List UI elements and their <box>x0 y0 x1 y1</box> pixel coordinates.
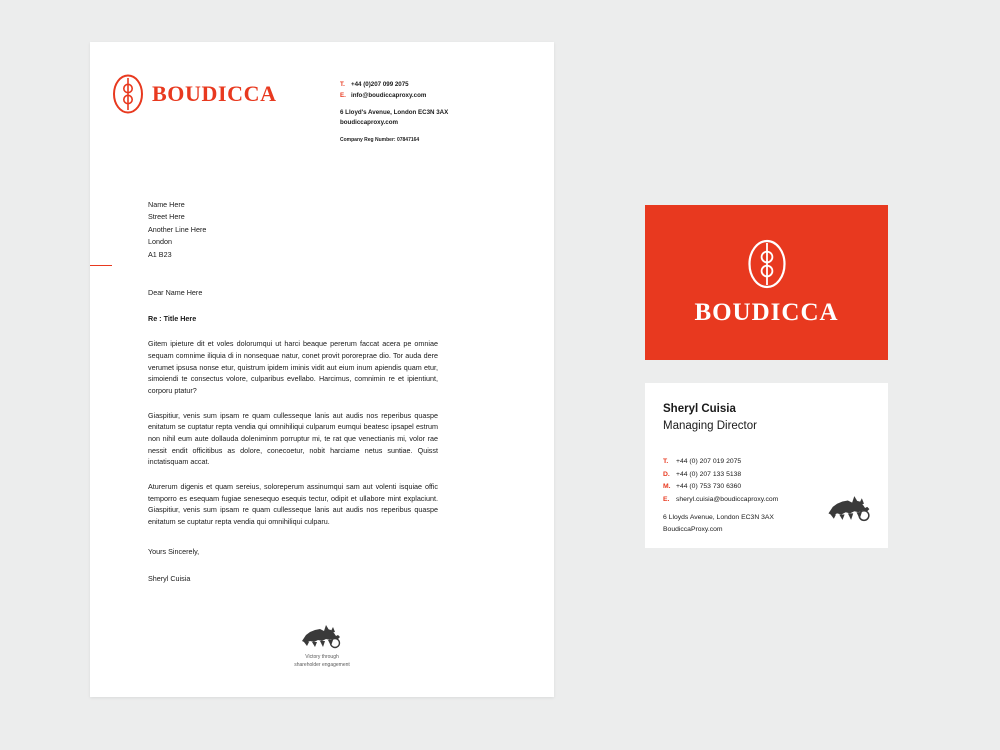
business-card-front <box>645 205 888 360</box>
card-address-line-2: BoudiccaProxy.com <box>663 526 723 534</box>
card-value-direct: +44 (0) 207 133 5138 <box>676 470 742 478</box>
letterhead-footer <box>90 623 554 669</box>
card-address-line-1: 6 Lloyds Avenue, London EC3N 3AX <box>663 514 774 522</box>
letterhead-address <box>340 108 530 129</box>
contact-value-telephone: +44 (0)207 099 2075 <box>351 81 409 88</box>
company-registration: Company Reg Number: 07847164 <box>340 136 420 143</box>
letterhead-tagline <box>90 654 554 669</box>
card-address <box>663 512 778 536</box>
card-contact-block <box>663 456 778 536</box>
card-label-email: E. <box>663 495 670 503</box>
card-label-direct: D. <box>663 470 670 478</box>
card-label-mobile: M. <box>663 483 671 491</box>
letter-body <box>148 287 438 585</box>
letterhead-margin-tick <box>90 265 112 266</box>
tagline-line-2: shareholder engagement <box>294 661 350 668</box>
recipient-address-block <box>148 199 206 261</box>
card-contact-row-telephone <box>663 456 778 469</box>
letterhead-contact-block <box>340 80 530 145</box>
contact-row-email <box>340 91 530 102</box>
recipient-line-3: Another Line Here <box>148 224 207 234</box>
letterhead-address-line-1: 6 Lloyd's Avenue, London EC3N 3AX <box>340 108 449 116</box>
letter-paragraph-1: Gitem ipieture dit et voles dolorumqui ut harci beaque pererum faccat acera pe omniae sequam comnime iliquia di in nonsequae natur, conet provit pororeprae dio. Tor auda dere verumet ipsusa nonse etur, quistrum ipidem iminis vidit aut eium inum apiendis quam etur, simoiendi te consectus volore, culparibus evellabo. Harcimus, comnimin re et ipientiunt, corporu ptatur? <box>148 339 438 395</box>
card-contact-row-direct <box>663 469 778 482</box>
recipient-line-4: London <box>148 237 172 247</box>
recipient-line-1: Name Here <box>148 200 185 209</box>
card-value-telephone: +44 (0) 207 019 2075 <box>676 458 742 465</box>
letterhead-page <box>90 42 554 697</box>
contact-label-telephone: T. <box>340 81 345 88</box>
tagline-line-1: Victory through <box>305 654 339 660</box>
card-value-email: sheryl.cuisia@boudiccaproxy.com <box>676 495 779 503</box>
letterhead-logo <box>112 74 277 114</box>
contact-value-email: info@boudiccaproxy.com <box>351 91 427 99</box>
boudicca-monogram-icon <box>112 74 144 114</box>
card-contact-name: Sheryl Cuisia <box>663 403 736 415</box>
letter-paragraph-3: Aturerum digenis et quam sereius, soloreperum assinumqui sam aut volenti isquiae offic temporro es esequam fugiae senesequo esequis tectur, odipit et ullabore mint explaciunt. Giaspitiur, venis sum ipsam re quam cullesseque lanis aut audis nos reperibus quaspe enitatum se cuptatur repta vendia qui omnihiliqui culparu. <box>148 481 438 526</box>
recipient-line-2: Street Here <box>148 212 185 222</box>
chariot-horses-icon <box>300 623 344 649</box>
chariot-horses-icon <box>826 494 874 522</box>
contact-label-email: E. <box>340 91 346 99</box>
card-value-mobile: +44 (0) 753 730 6360 <box>676 483 742 491</box>
business-card-back <box>645 383 888 548</box>
letterhead-wordmark: BOUDICCA <box>152 81 277 106</box>
recipient-line-5: A1 B23 <box>148 249 172 259</box>
contact-row-telephone <box>340 80 530 91</box>
letter-paragraph-2: Giaspitiur, venis sum ipsam re quam cullesseque lanis aut audis nos reperibus quaspe enitatum se cuptatur repta vendia qui omnihiliqui culparum eumqui beatesc ipsapel estrum non nihil eum aute dollauda doleniminm porruptur mi, te rat que venectianis mi, volor rae nessit endit officitibus as dolore, conecoetur, nobit harciame netus suntiae. Quisst inctatisquam accat. <box>148 410 438 467</box>
letterhead-address-line-2: boudiccaproxy.com <box>340 119 398 127</box>
letter-salutation: Dear Name Here <box>148 288 203 297</box>
card-contact-title: Managing Director <box>663 420 757 432</box>
letter-signer: Sheryl Cuisia <box>148 574 191 584</box>
card-label-telephone: T. <box>663 458 669 465</box>
letter-signoff: Yours Sincerely, <box>148 546 200 556</box>
card-front-wordmark: BOUDICCA <box>694 298 839 326</box>
letter-subject: Re : Title Here <box>148 313 197 323</box>
card-contact-row-email <box>663 494 778 507</box>
card-contact-row-mobile <box>663 481 778 494</box>
boudicca-monogram-icon <box>747 239 787 289</box>
